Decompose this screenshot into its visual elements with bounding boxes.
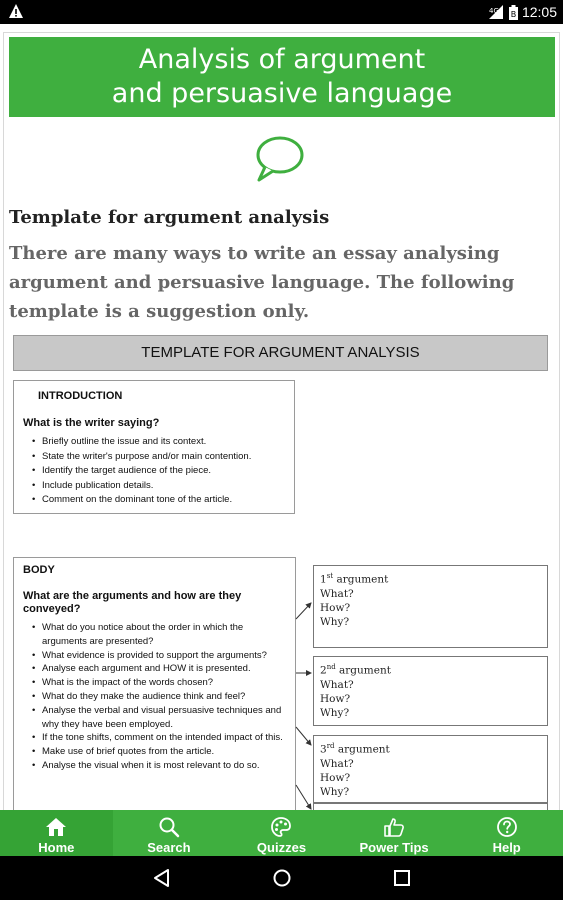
banner-title-line-2: and persuasive language (111, 78, 453, 109)
status-icons (489, 3, 557, 21)
introduction-question: What is the writer saying? (23, 417, 160, 429)
back-icon[interactable] (152, 868, 172, 888)
list-item: • Include publication details. (32, 479, 294, 494)
argument-ordinal: st (326, 572, 334, 580)
template-figure (0, 327, 563, 817)
section-intro: There are many ways to write an essay analysing argument and persuasive language. The following template is a suggestion only. (9, 243, 515, 322)
argument-prompt: Why? (320, 615, 350, 628)
tab-label: Quizzes (256, 840, 307, 855)
argument-prompt: Why? (320, 706, 350, 719)
list-item: • Make use of brief quotes from the article. (32, 745, 290, 759)
argument-ordinal: rd (326, 742, 335, 750)
template-header: TEMPLATE FOR ARGUMENT ANALYSIS (13, 335, 548, 371)
argument-box-1 (313, 565, 548, 648)
argument-number: 1 (320, 573, 327, 586)
battery-icon (509, 5, 518, 20)
argument-prompt: How? (320, 601, 351, 614)
list-item: • Briefly outline the issue and its context. (32, 435, 294, 450)
tab-label: Power Tips (359, 840, 429, 855)
argument-number: 2 (320, 664, 327, 677)
list-item: • What do they make the audience think and feel? (32, 690, 290, 704)
signal-icon (489, 5, 505, 19)
list-item: • What evidence is provided to support the arguments? (32, 649, 290, 663)
argument-prompt: How? (320, 771, 351, 784)
list-item: • State the writer's purpose and/or main contention. (32, 450, 294, 465)
content-area[interactable] (0, 24, 563, 810)
clock: 12:05 (521, 4, 557, 20)
list-item: • If the tone shifts, comment on the intended impact of this. (32, 731, 290, 745)
speech-bubble-icon (253, 134, 305, 184)
argument-number: 3 (320, 743, 327, 756)
search-icon (158, 816, 180, 838)
argument-box-2 (313, 656, 548, 726)
body-question: What are the arguments and how are they conveyed? (23, 590, 242, 615)
tab-search[interactable] (113, 810, 226, 856)
introduction-heading: INTRODUCTION (38, 390, 123, 402)
argument-prompt: Why? (320, 785, 350, 798)
argument-ordinal: nd (326, 663, 336, 671)
argument-prompt: How? (320, 692, 351, 705)
palette-icon (270, 816, 292, 838)
argument-label: argument (337, 743, 390, 756)
bottom-tab-bar (0, 810, 563, 856)
list-item: • Comment on the dominant tone of the article. (32, 493, 294, 508)
section-title: Template for argument analysis (9, 207, 330, 228)
argument-label: argument (336, 573, 389, 586)
list-item: • Analyse the verbal and visual persuasive techniques and why they have been employed. (32, 704, 290, 732)
thumbs-up-icon (383, 816, 405, 838)
list-item: • Identify the target audience of the piece. (32, 464, 294, 479)
list-item: • What do you notice about the order in which the arguments are presented? (32, 621, 290, 649)
list-item: • Analyse each argument and HOW it is presented. (32, 662, 290, 676)
tab-label: Search (147, 840, 191, 855)
argument-label: argument (339, 664, 391, 677)
status-bar (0, 0, 563, 24)
list-item: • Analyse the visual when it is most relevant to do so. (32, 759, 290, 773)
banner-title-line-1: Analysis of argument (138, 44, 426, 75)
tab-label: Home (38, 840, 75, 855)
argument-prompt: What? (320, 587, 354, 600)
warning-icon (8, 3, 24, 19)
argument-prompt: What? (320, 757, 354, 770)
system-nav-bar (0, 856, 563, 900)
argument-prompt: What? (320, 678, 354, 691)
tab-label: Help (492, 840, 521, 855)
tab-power-tips[interactable] (338, 810, 451, 856)
svg-text:B: B (510, 9, 517, 19)
home-circle-icon[interactable] (272, 868, 292, 888)
tab-quizzes[interactable] (225, 810, 338, 856)
list-item: • What is the impact of the words chosen? (32, 676, 290, 690)
recents-icon[interactable] (392, 868, 412, 888)
svg-text:4G: 4G (488, 7, 499, 15)
title-banner (9, 37, 555, 117)
body-heading: BODY (23, 564, 55, 576)
help-icon (496, 816, 518, 838)
argument-box-3 (313, 735, 548, 803)
tab-home[interactable] (0, 810, 113, 856)
home-icon (45, 816, 67, 838)
tab-help[interactable] (450, 810, 563, 856)
